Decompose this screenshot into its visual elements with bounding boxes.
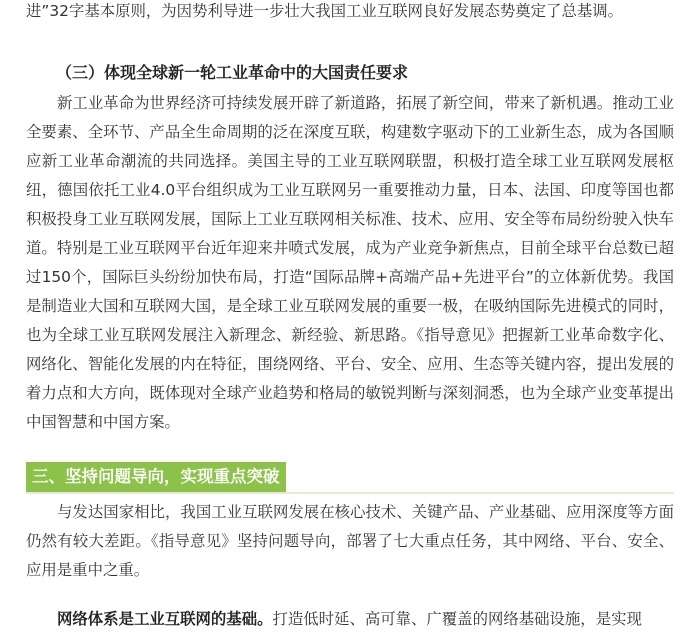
section-heading-bar (26, 462, 674, 494)
article-paragraph-3 (26, 605, 674, 634)
paragraph-3-text: 打造低时延、高可靠、广覆盖的网络基础设施，是实现 (272, 610, 642, 628)
article-paragraph-2: 与发达国家相比，我国工业互联网发展在核心技术、关键产品、产业基础、应用深度等方面仍然有较大差距。《指导意见》坚持问题导向，部署了七大重点任务，其中网络、平台、安全、应用是重中之重。 (26, 503, 674, 579)
subheading: （三）体现全球新一轮工业革命中的大国责任要求 (56, 63, 409, 82)
article-paragraph-1: 新工业革命为世界经济可持续发展开辟了新道路，拓展了新空间，带来了新机遇。推动工业全要素、全环节、产品全生命周期的泛在深度互联，构建数字驱动下的工业新生态，成为各国顺应新工业革命潮流的共同选择。美国主导的工业互联网联盟，积极打造全球工业互联网发展枢纽，德国依托工业4.0平台组织成为工业互联网另一重要推动力量，日本、法国、印度等国也都积极投身工业互联网发展，国际上工业互联网相关标准、技术、应用、安全等布局纷纷驶入快车道。特别是工业互联网平台近年迎来井喷式发展，成为产业竞争新焦点，目前全球平台总数已超过150个，国际巨头纷纷加快布局，打造“国际品牌+高端产品+先进平台”的立体新优势。我国是制造业大国和互联网大国，是全球工业互联网发展的重要一极，在吸纳国际先进模式的同时，也为全球工业互联网发展注入新理念、新经验、新思路。《指导意见》把握新工业革命数字化、网络化、智能化发展的内在特征，围绕网络、平台、安全、应用、生态等关键内容，提出发展的着力点和大方向，既体现对全球产业趋势和格局的敏锐判断与深刻洞悉，也为全球产业变革提出中国智慧和中国方案。 (26, 94, 674, 431)
paragraph-lead-bold: 网络体系是工业互联网的基础。 (57, 610, 273, 628)
section-heading: 三、坚持问题导向，实现重点突破 (26, 462, 286, 492)
article-paragraph-top: 进”32字基本原则，为因势利导进一步壮大我国工业互联网良好发展态势奠定了总基调。 (26, 2, 624, 20)
